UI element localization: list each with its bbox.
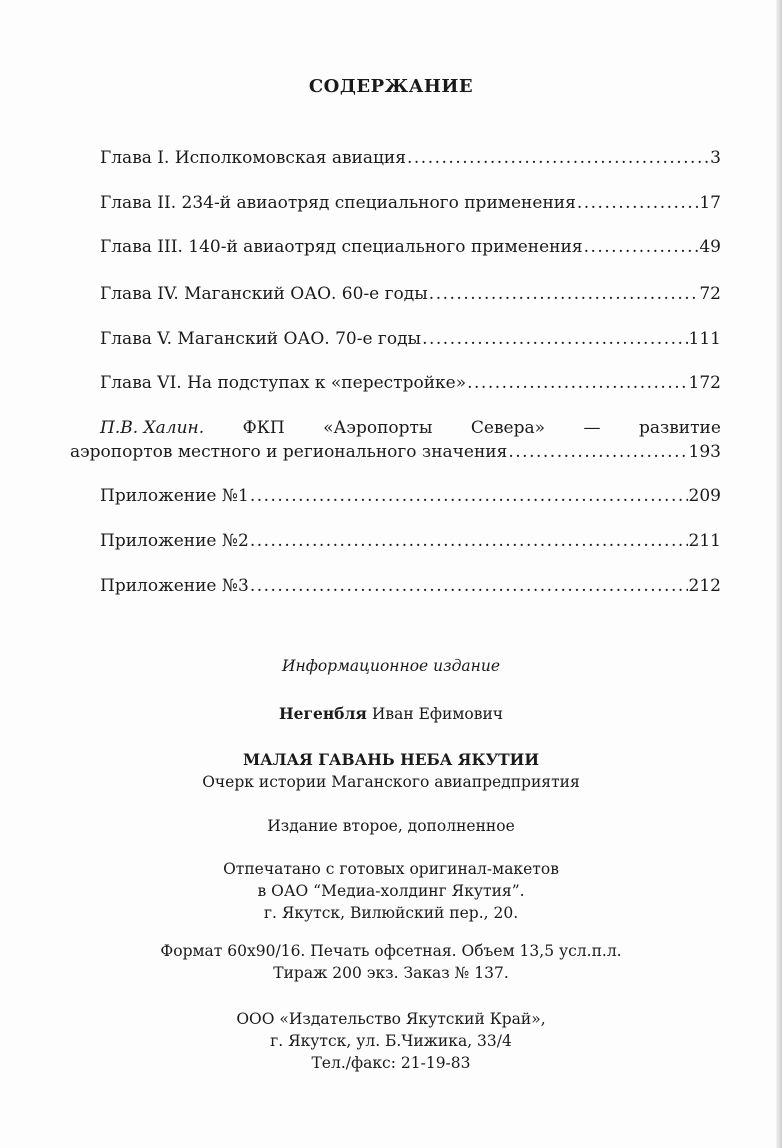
toc-entry-page: 209 [688,486,721,506]
publisher-line: г. Якутск, ул. Б.Чижика, 33/4 [270,1032,512,1050]
toc-entry-page: 111 [688,329,721,349]
imprint-title-block [0,749,782,793]
toc-entry-page: 212 [688,576,721,596]
dot-leader [584,236,699,258]
toc-appendix [100,485,721,507]
toc-entry-label: Глава VI. На подступах к «перестройке» [100,373,467,393]
format-line: Тираж 200 экз. Заказ № 137. [273,964,509,982]
toc-entry-page: 172 [688,373,721,393]
toc-entry-page: 17 [699,193,721,213]
book-title: МАЛАЯ ГАВАНЬ НЕБА ЯКУТИИ [243,750,539,769]
publisher-info [0,1008,782,1074]
toc-entry-page: 49 [699,237,721,257]
imprint-author [0,703,782,725]
toc-entry-label: Приложение №1 [100,486,249,506]
printing-line: в ОАО “Медиа-холдинг Якутия”. [257,882,525,900]
toc-entry [100,328,721,350]
dot-leader [407,147,709,169]
article-title-continued: аэропортов местного и регионального значения [70,442,508,462]
toc-entry [100,192,721,214]
article-title-word: «Аэропорты [323,418,433,438]
toc-entry-label: Приложение №2 [100,531,249,551]
toc-entry [100,283,721,305]
toc-entry-label: Глава II. 234-й авиаотряд специального применения [100,193,576,213]
article-title-word: развитие [638,418,721,438]
dot-leader [577,192,699,214]
dot-leader [250,575,688,597]
toc-article-line-2 [70,440,721,464]
author-name: Иван Ефимович [371,705,504,723]
toc-entry [100,236,721,258]
toc-entry [100,372,721,394]
format-info [0,940,782,984]
printing-line: Отпечатано с готовых оригинал-макетов [223,860,559,878]
toc-entry-label: Глава III. 140-й авиаотряд специального применения [100,237,583,257]
book-subtitle: Очерк истории Маганского авиапредприятия [202,773,580,791]
dot-leader [429,283,699,305]
toc-entry-label: Глава IV. Маганский ОАО. 60-е годы [100,284,428,304]
toc-article-line-1 [70,416,721,440]
publisher-line: ООО «Издательство Якутский Край», [236,1010,546,1028]
toc-entry-label: Глава V. Маганский ОАО. 70-е годы [100,329,422,349]
toc-entry-page: 3 [710,148,721,168]
toc-entry-label: Глава I. Исполкомовская авиация [100,148,406,168]
format-line: Формат 60х90/16. Печать офсетная. Объем 13,5 усл.п.л. [160,942,622,960]
printing-line: г. Якутск, Вилюйский пер., 20. [263,904,519,922]
dot-leader [508,440,687,464]
toc-appendix [100,575,721,597]
dot-leader [422,328,687,350]
toc-entry-page: 211 [688,531,721,551]
imprint-type [0,655,782,677]
dot-leader [250,530,688,552]
toc-article-entry [70,416,721,464]
edition-note: Издание второе, дополненное [267,817,515,835]
article-title-word: ФКП [242,418,285,438]
toc-entry-label: Приложение №3 [100,576,249,596]
article-author: П.В. Халин. [100,418,205,438]
dot-leader [467,372,687,394]
publisher-line: Тел./факс: 21-19-83 [311,1054,471,1072]
article-title-word: Севера» [470,418,546,438]
dot-leader [250,485,688,507]
toc-title: СОДЕРЖАНИЕ [308,76,474,97]
article-title-word: — [583,418,601,438]
toc-entry-page: 193 [688,442,721,462]
printing-info [0,858,782,924]
edition-type: Информационное издание [281,657,501,675]
author-surname: Негенбля [278,704,367,723]
toc-entry-page: 72 [699,284,721,304]
toc-appendix [100,530,721,552]
toc-entry [100,147,721,169]
